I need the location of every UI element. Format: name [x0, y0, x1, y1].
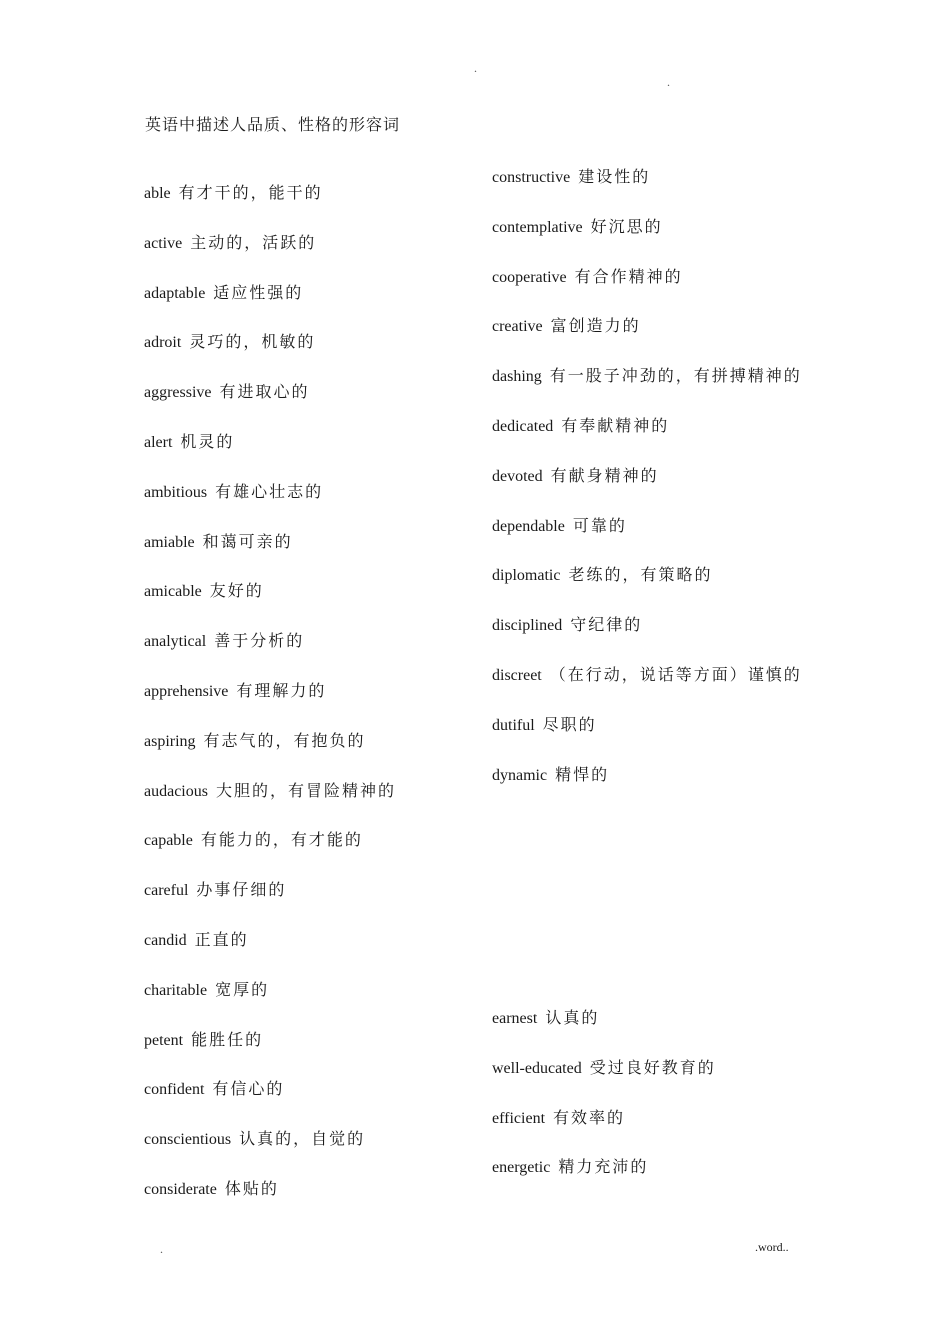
chinese-meaning: 有一股子冲劲的，有拼搏精神的: [549, 368, 802, 386]
chinese-meaning: 有奉献精神的: [561, 418, 670, 435]
chinese-meaning: 善于分析的: [214, 633, 305, 651]
chinese-meaning: 友好的: [209, 583, 264, 601]
chinese-meaning: 大胆的，有冒险精神的: [215, 782, 396, 800]
vocab-entry: [492, 1059, 716, 1079]
chinese-meaning: 适应性强的: [213, 284, 304, 302]
header-dot-right: .: [667, 75, 670, 89]
chinese-meaning: 有信心的: [212, 1081, 285, 1099]
chinese-meaning: 有能力的，有才能的: [200, 832, 363, 850]
english-word: petent: [144, 1031, 184, 1049]
english-word: analytical: [144, 633, 207, 651]
chinese-meaning: 和蔼可亲的: [202, 533, 293, 551]
vocab-entry: [492, 467, 659, 487]
english-word: creative: [492, 318, 543, 336]
english-word: aspiring: [144, 732, 196, 750]
vocab-entry: [492, 417, 669, 437]
english-word: audacious: [144, 782, 208, 800]
chinese-meaning: 建设性的: [578, 169, 651, 186]
chinese-meaning: 认真的，自觉的: [239, 1131, 366, 1149]
vocab-entry: [144, 184, 323, 204]
chinese-meaning: 有志气的，有抱负的: [203, 732, 366, 750]
vocab-entry: [144, 284, 303, 304]
vocab-entry: [492, 666, 802, 686]
vocab-entry: [144, 333, 315, 353]
vocab-entry: [492, 616, 642, 636]
vocab-entry: [144, 1080, 284, 1100]
english-word: earnest: [492, 1010, 538, 1027]
chinese-meaning: 守纪律的: [570, 617, 643, 635]
chinese-meaning: 有献身精神的: [550, 467, 659, 485]
vocab-entry: [492, 218, 663, 238]
chinese-meaning: 有合作精神的: [574, 268, 683, 286]
chinese-meaning: 有雄心壮志的: [215, 483, 324, 501]
header-dot-left: .: [474, 61, 477, 75]
vocab-entry: [492, 1109, 625, 1129]
vocab-entry: [144, 782, 396, 802]
chinese-meaning: 办事仔细的: [196, 882, 287, 900]
chinese-meaning: 精力充沛的: [558, 1159, 649, 1177]
english-word: careful: [144, 882, 189, 900]
chinese-meaning: 尽职的: [542, 716, 597, 734]
chinese-meaning: 富创造力的: [550, 318, 641, 336]
chinese-meaning: 老练的，有策略的: [568, 567, 713, 585]
english-word: charitable: [144, 981, 208, 999]
english-word: considerate: [144, 1181, 217, 1198]
english-word: dependable: [492, 517, 565, 535]
vocab-entry: [144, 732, 366, 752]
vocab-entry: [144, 881, 286, 901]
vocab-entry: [492, 1158, 648, 1178]
chinese-meaning: 认真的: [545, 1010, 600, 1027]
chinese-meaning: 能胜任的: [191, 1031, 264, 1049]
english-word: adroit: [144, 334, 182, 352]
vocab-entry: [144, 582, 264, 602]
vocab-entry: [492, 1009, 599, 1029]
chinese-meaning: 可靠的: [572, 517, 627, 535]
chinese-meaning: 宽厚的: [215, 981, 270, 999]
english-word: candid: [144, 932, 187, 949]
chinese-meaning: 有效率的: [553, 1109, 626, 1127]
vocab-entry: [492, 566, 712, 586]
vocab-entry: [492, 268, 683, 288]
vocab-entry: [492, 766, 609, 786]
vocab-entry: [492, 367, 802, 387]
chinese-meaning: 机灵的: [180, 434, 235, 451]
vocab-entry: [144, 234, 316, 254]
vocab-entry: [144, 1180, 279, 1200]
vocab-entry: [144, 981, 269, 1001]
english-word: contemplative: [492, 218, 583, 236]
chinese-meaning: 有理解力的: [236, 683, 327, 700]
vocab-entry: [144, 931, 249, 951]
english-word: ambitious: [144, 483, 208, 501]
vocab-entry: [144, 433, 234, 453]
english-word: diplomatic: [492, 567, 561, 585]
english-word: dutiful: [492, 716, 535, 734]
vocab-entry: [492, 716, 597, 736]
vocab-entry: [144, 632, 304, 652]
vocab-entry: [492, 317, 641, 337]
vocab-entry: [144, 1031, 263, 1051]
page-title: 英语中描述人品质、性格的形容词: [145, 117, 401, 134]
footer-word-mark: .word..: [755, 1240, 789, 1254]
english-word: able: [144, 185, 171, 202]
chinese-meaning: 精悍的: [555, 766, 610, 784]
vocab-entry: [144, 533, 293, 553]
english-word: discreet: [492, 667, 542, 684]
english-word: disciplined: [492, 617, 563, 635]
english-word: apprehensive: [144, 683, 229, 700]
footer-dot: .: [160, 1242, 163, 1256]
vocab-entry: [144, 383, 310, 403]
chinese-meaning: （在行动，说话等方面）谨慎的: [549, 667, 802, 684]
english-word: aggressive: [144, 384, 212, 402]
chinese-meaning: 有才干的，能干的: [178, 185, 323, 202]
english-word: adaptable: [144, 284, 206, 302]
vocab-entry: [144, 682, 326, 702]
english-word: efficient: [492, 1109, 546, 1127]
english-word: dynamic: [492, 766, 548, 784]
english-word: amicable: [144, 583, 202, 601]
vocab-entry: [144, 1130, 365, 1150]
english-word: dedicated: [492, 418, 554, 435]
vocab-entry: [144, 483, 323, 503]
english-word: alert: [144, 434, 173, 451]
chinese-meaning: 好沉思的: [590, 218, 663, 236]
vocab-entry: [492, 168, 650, 188]
chinese-meaning: 正直的: [194, 932, 249, 949]
chinese-meaning: 体贴的: [224, 1181, 279, 1198]
chinese-meaning: 灵巧的，机敏的: [189, 334, 316, 352]
chinese-meaning: 受过良好教育的: [589, 1059, 716, 1077]
english-word: devoted: [492, 467, 543, 485]
english-word: dashing: [492, 368, 542, 386]
vocab-entry: [144, 831, 363, 851]
english-word: active: [144, 234, 183, 252]
vocab-entry: [492, 517, 627, 537]
english-word: constructive: [492, 169, 571, 186]
english-word: conscientious: [144, 1131, 232, 1149]
english-word: capable: [144, 832, 193, 850]
english-word: well-educated: [492, 1059, 582, 1077]
english-word: amiable: [144, 533, 195, 551]
english-word: confident: [144, 1081, 205, 1099]
english-word: energetic: [492, 1159, 551, 1177]
english-word: cooperative: [492, 268, 567, 286]
chinese-meaning: 主动的，活跃的: [190, 234, 317, 252]
chinese-meaning: 有进取心的: [219, 384, 310, 402]
